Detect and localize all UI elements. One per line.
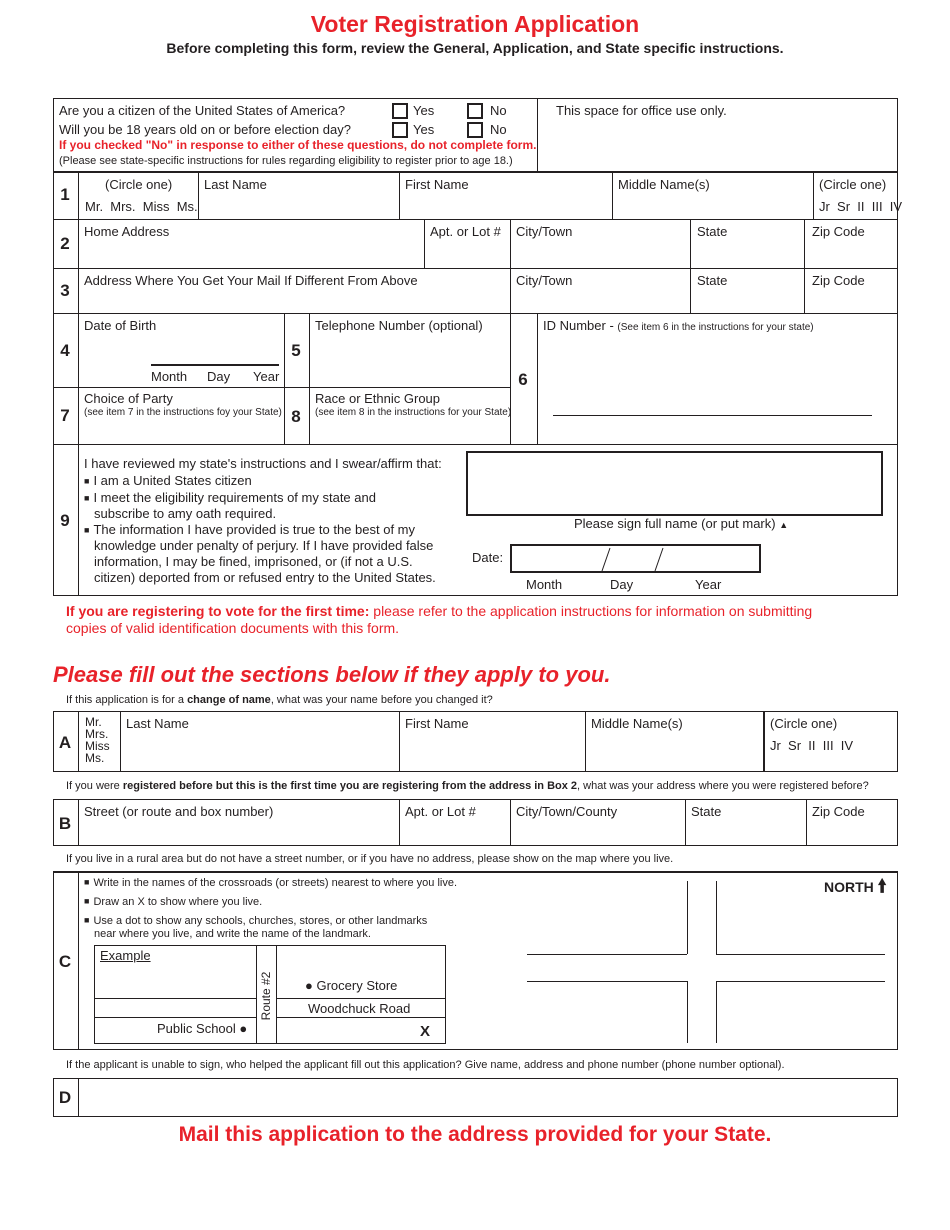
suffix-options[interactable]: Jr Sr II III IV [819,199,903,214]
north-indicator: NORTH 🠙 [824,876,887,896]
party-note: (see item 7 in the instructions foy your State) [84,407,282,418]
dob-field[interactable] [151,364,279,366]
oath-item-3-cont-2: information, I may be fined, imprisoned, or (if not a U.S. [94,554,413,569]
age-no-label: No [490,122,507,137]
section-d-intro: If the applicant is unable to sign, who helped the applicant fill out this application? Give name, address and phone number (phone number optional). [66,1059,785,1071]
dob-year-label: Year [253,369,280,384]
sign-month-label: Month [526,577,563,592]
map-instruction-3: ■ Use a dot to show any schools, churches, stores, or other landmarks [84,915,427,927]
oath-item-3-cont-3: citizen) deported from or refused entry to the United States. [94,570,436,585]
party-field[interactable]: Choice of Party [84,391,173,406]
middle-name-field[interactable]: Middle Name(s) [618,177,710,192]
home-state-field[interactable]: State [697,224,728,239]
prior-zip-field[interactable]: Zip Code [812,804,865,819]
section-a-intro: If this application is for a change of name, what was your name before you changed it? [66,694,493,706]
former-first-name-field[interactable]: First Name [405,716,469,731]
citizen-question: Are you a citizen of the United States of America? [59,103,346,118]
signature-box[interactable] [466,451,883,516]
example-label: Example [100,948,151,963]
section-b-intro: If you were registered before but this is the first time you are registering from the address in Box 2, what was your address where you were registered before? [66,780,869,792]
box-3-number: 3 [60,281,70,300]
home-city-field[interactable]: City/Town [516,224,573,239]
prior-apt-field[interactable]: Apt. or Lot # [405,804,476,819]
sign-date-field[interactable] [510,544,761,573]
age-no-checkbox[interactable] [467,122,483,138]
id-number-field[interactable] [553,415,872,416]
oath-intro: I have reviewed my state's instructions and I swear/affirm that: [84,456,442,471]
age-yes-checkbox[interactable] [392,122,408,138]
former-last-name-field[interactable]: Last Name [126,716,189,731]
grocery-landmark: ● Grocery Store [305,978,398,993]
id-number-note: (See item 6 in the instructions for your state) [617,322,814,333]
section-b-letter: B [58,814,72,833]
former-suffix-circle-label: (Circle one) [770,716,838,731]
home-apt-field[interactable]: Apt. or Lot # [430,224,501,239]
race-note: (see item 8 in the instructions for your State) [315,407,512,418]
form-subtitle: Before completing this form, review the General, Application, and State specific instructions. [166,40,784,56]
map-instruction-2: ■ Draw an X to show where you live. [84,896,262,908]
dob-label: Date of Birth [84,318,157,333]
signature-label: Please sign full name (or put mark) ▲ [574,516,789,531]
form-title: Voter Registration Application [310,11,640,37]
box-1-number: 1 [60,185,70,204]
section-c-intro: If you live in a rural area but do not have a street number, or if you have no address, please show on the map where you live. [66,853,674,865]
section-d-letter: D [58,1088,72,1107]
first-name-field[interactable]: First Name [405,177,469,192]
citizen-yes-checkbox[interactable] [392,103,408,119]
road-label: Woodchuck Road [308,1001,411,1016]
section-a-letter: A [58,733,72,752]
home-address-field[interactable]: Home Address [84,224,170,239]
first-time-notice: If you are registering to vote for the first time: please refer to the application instructions for information on submitting copies of valid identification documents with this form. [66,603,813,636]
home-x-mark: X [420,1023,431,1040]
phone-field[interactable]: Telephone Number (optional) [315,318,483,333]
sign-day-label: Day [610,577,634,592]
mail-address-field[interactable]: Address Where You Get Your Mail If Different From Above [84,273,418,288]
oath-item-3-cont-1: knowledge under penalty of perjury. If I have provided false [94,538,434,553]
former-suffix-options[interactable]: Jr Sr II III IV [770,738,854,753]
title-circle-label: (Circle one) [105,177,173,192]
assistant-info-field[interactable] [80,1080,895,1115]
prior-city-field[interactable]: City/Town/County [516,804,618,819]
mailing-instruction: Mail this application to the address provided for your State. [178,1123,772,1146]
box-7-number: 7 [60,406,70,425]
map-instruction-3-cont: near where you live, and write the name of the landmark. [94,928,371,940]
oath-item-3: ■ The information I have provided is true to the best of my [84,522,415,537]
map-instruction-1: ■ Write in the names of the crossroads (or streets) nearest to where you live. [84,877,457,889]
box-5-number: 5 [291,341,301,360]
sign-year-label: Year [695,577,722,592]
office-use-label: This space for office use only. [556,103,727,118]
dob-month-label: Month [151,369,188,384]
box-9-number: 9 [60,511,70,530]
box-6-number: 6 [518,370,528,389]
oath-item-2-cont: subscribe to amy oath required. [94,506,277,521]
id-number-title: ID Number - [543,318,614,333]
oath-item-1: ■ I am a United States citizen [84,473,252,488]
school-landmark: Public School ● [157,1021,248,1036]
mail-state-field[interactable]: State [697,273,728,288]
dot-icon: ● [239,1021,248,1036]
route-label: Route #2 [259,971,273,1021]
former-title-options[interactable]: Mr. Mrs. Miss Ms. [85,715,110,765]
box-2-number: 2 [60,234,70,253]
triangle-up-icon: ▲ [779,520,789,530]
suffix-circle-label: (Circle one) [819,177,887,192]
eligibility-note: (Please see state-specific instructions for rules regarding eligibility to register prior to age 18.) [59,155,513,167]
prior-state-field[interactable]: State [691,804,722,819]
age-question: Will you be 18 years old on or before election day? [59,122,351,137]
date-label: Date: [472,550,504,565]
mail-zip-field[interactable]: Zip Code [812,273,865,288]
id-number-label [543,318,814,333]
section-c-letter: C [58,952,72,971]
citizen-no-label: No [490,103,507,118]
eligibility-warning: If you checked "No" in response to either of these questions, do not complete form. [59,138,537,152]
citizen-yes-label: Yes [413,103,435,118]
race-field[interactable]: Race or Ethnic Group [315,391,441,406]
arrow-up-icon: 🠙 [877,876,887,896]
box-4-number: 4 [60,341,70,360]
oath-item-2: ■ I meet the eligibility requirements of my state and [84,490,376,505]
dob-day-label: Day [207,369,231,384]
prior-street-field[interactable]: Street (or route and box number) [84,804,274,819]
sections-heading: Please fill out the sections below if they apply to you. [53,662,611,687]
dot-icon: ● [305,978,313,993]
title-options[interactable]: Mr. Mrs. Miss Ms. [85,199,198,214]
former-middle-name-field[interactable]: Middle Name(s) [591,716,683,731]
box-8-number: 8 [291,407,301,426]
citizen-no-checkbox[interactable] [467,103,483,119]
mail-city-field[interactable]: City/Town [516,273,573,288]
home-zip-field[interactable]: Zip Code [812,224,865,239]
age-yes-label: Yes [413,122,435,137]
last-name-field[interactable]: Last Name [204,177,267,192]
